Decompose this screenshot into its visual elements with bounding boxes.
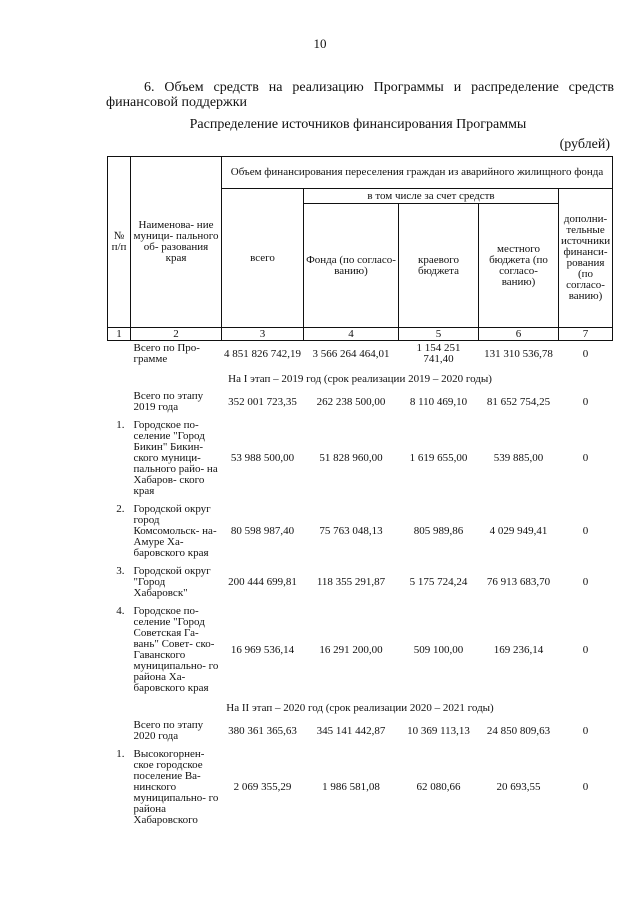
row-index: 1.: [116, 748, 125, 760]
cell-local: 76 913 683,70: [486, 576, 551, 588]
cell-fund: 3 566 264 464,01: [312, 347, 390, 360]
cell-fund: 75 763 048,13: [319, 525, 383, 537]
stage2-title: На II этап – 2020 год (срок реализации 2020 – 2021 годы): [226, 702, 494, 714]
header-total: всего: [222, 189, 304, 328]
table-row: [108, 746, 613, 830]
table-row: [108, 501, 613, 563]
header-extra-sources: дополни- тельные источники финанси- рования (по согласо- ванию): [559, 189, 613, 328]
stage-title-row: [108, 698, 613, 718]
cell-fund: 51 828 960,00: [319, 452, 383, 464]
row-name: Городское по- селение "Город Бикин" Бикин- ского муници- пального райо- на Хабаров- ского края: [133, 419, 218, 497]
row-name: Городской округ "Город Хабаровск": [133, 565, 211, 599]
stage-total-row: [108, 389, 613, 417]
row-index: 3.: [116, 565, 125, 577]
row-index: 1.: [116, 419, 125, 431]
cell-regional: 5 175 724,24: [409, 576, 468, 588]
cell-fund: 262 238 500,00: [316, 395, 386, 408]
cell-local: 81 652 754,25: [486, 395, 551, 408]
table-title: Распределение источников финансирования Программы: [189, 117, 527, 132]
cell-local: 131 310 536,78: [484, 347, 553, 360]
cell-total: 200 444 699,81: [228, 576, 297, 588]
cell-regional: 805 989,86: [413, 525, 464, 537]
cell-extra: 0: [582, 576, 589, 588]
page-number: 10: [313, 36, 327, 51]
cell-total: 380 361 365,63: [228, 724, 297, 737]
row-name: Всего по этапу 2020 года: [133, 719, 204, 742]
col-number: 6: [479, 328, 559, 341]
header-name: Наименова- ние муници- пального об- разования края: [131, 157, 222, 328]
cell-local: 539 885,00: [493, 452, 544, 464]
cell-regional: 10 369 113,13: [407, 724, 470, 737]
cell-regional: 62 080,66: [416, 781, 461, 793]
header-regional: краевого бюджета: [399, 204, 479, 328]
cell-extra: 0: [582, 724, 589, 737]
cell-local: 169 236,14: [493, 643, 544, 656]
col-number: 7: [559, 328, 613, 341]
cell-regional: 1 154 251 741,40: [416, 342, 461, 365]
cell-total: 53 988 500,00: [230, 452, 295, 464]
cell-total: 352 001 723,35: [228, 395, 297, 408]
header-volume: Объем финансирования переселения граждан из аварийного жилищного фонда: [222, 157, 613, 189]
table-row: [108, 563, 613, 603]
cell-extra: 0: [582, 781, 589, 793]
row-name: Городской округ город Комсомольск- на-Амуре Ха- баровского края: [133, 503, 217, 559]
stage-title-row: [108, 369, 613, 389]
cell-extra: 0: [582, 525, 589, 537]
row-index: 4.: [116, 605, 125, 617]
header-fund: Фонда (по согласо- ванию): [304, 204, 399, 328]
cell-fund: 345 141 442,87: [316, 724, 386, 737]
cell-extra: 0: [582, 452, 589, 464]
header-local: местного бюджета (по согласо- ванию): [479, 204, 559, 328]
program-total-row: [108, 341, 613, 370]
cell-local: 4 029 949,41: [489, 525, 548, 537]
table-row: [108, 417, 613, 501]
cell-fund: 118 355 291,87: [316, 576, 386, 588]
cell-regional: 509 100,00: [413, 643, 464, 656]
cell-total: 16 969 536,14: [230, 643, 295, 656]
cell-total: 80 598 987,40: [230, 525, 295, 537]
financing-table: [107, 156, 613, 830]
cell-regional: 8 110 469,10: [409, 395, 468, 408]
cell-regional: 1 619 655,00: [409, 452, 468, 464]
cell-fund: 1 986 581,08: [322, 781, 380, 793]
cell-extra: 0: [582, 395, 589, 408]
row-index: 2.: [116, 503, 125, 515]
stage1-title: На I этап – 2019 год (срок реализации 2019 – 2020 годы): [228, 373, 492, 385]
col-number: 1: [108, 328, 131, 341]
row-name: Всего по этапу 2019 года: [133, 390, 204, 413]
cell-extra: 0: [582, 643, 589, 656]
units-label: (рублей): [559, 137, 610, 152]
col-number: 5: [399, 328, 479, 341]
row-name: Высокогорнен- ское городское поселение Ва- нинского муниципально- го района Хабаровского: [133, 748, 219, 826]
column-numbers-row: [108, 328, 613, 341]
section-heading: [106, 80, 614, 110]
section-heading-line1: 6. Объем средств на реализацию Программы и распределение средств: [144, 80, 614, 95]
section-heading-line2: финансовой поддержки: [106, 95, 247, 110]
row-name: Всего по Про- грамме: [133, 342, 200, 365]
col-number: 3: [222, 328, 304, 341]
col-number: 2: [131, 328, 222, 341]
cell-local: 20 693,55: [496, 781, 541, 793]
cell-total: 4 851 826 742,19: [224, 347, 301, 360]
cell-total: 2 069 355,29: [233, 781, 292, 793]
cell-fund: 16 291 200,00: [319, 643, 383, 656]
cell-local: 24 850 809,63: [486, 724, 551, 737]
stage-total-row: [108, 718, 613, 746]
table-row: [108, 603, 613, 698]
cell-extra: 0: [582, 347, 589, 360]
header-num: № п/п: [108, 157, 131, 328]
col-number: 4: [304, 328, 399, 341]
header-including: в том числе за счет средств: [304, 189, 559, 204]
row-name: Городское по- селение "Город Советская Га- вань" Совет- ско-Гаванского муниципально- го района Ха- баровского края: [133, 605, 219, 694]
